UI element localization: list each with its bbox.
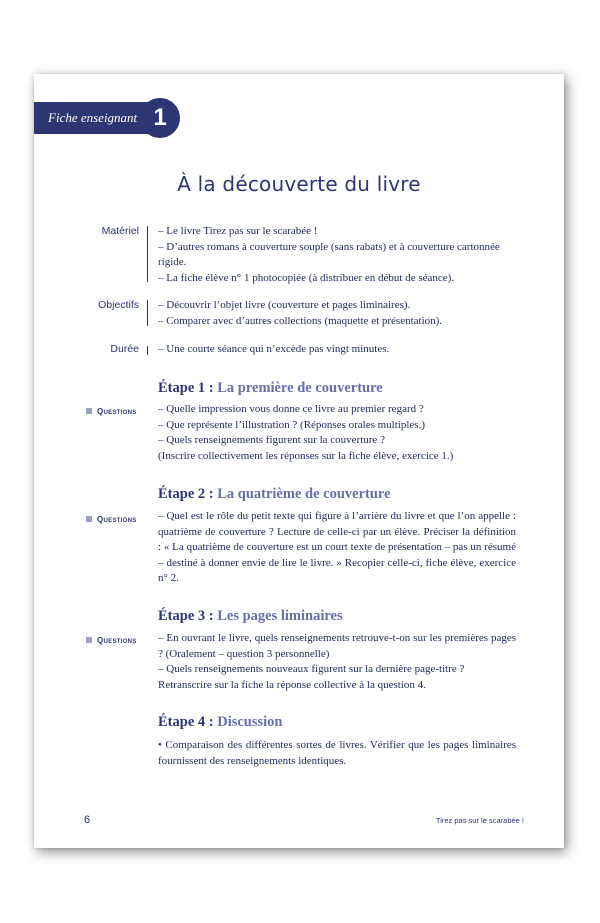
- objectifs-line: – Découvrir l’objet livre (couverture et pages liminaires).: [158, 299, 411, 311]
- step-1-text: [158, 402, 516, 464]
- step-3-text: [158, 631, 516, 693]
- bullet-square-icon: [86, 516, 92, 522]
- step-1-line: – Que représente l’illustration ? (Réponses orales multiples.): [158, 418, 425, 431]
- step-3-line: – En ouvrant le livre, quels renseignements retrouve-t-on sur les premières pages ? (Oralement – question 3 personnelle): [158, 632, 516, 660]
- materiel-line: – D’autres romans à couverture souple (sans rabats) et à couverture cartonnée rigide.: [158, 240, 500, 268]
- objectifs-label: Objectifs: [98, 299, 139, 311]
- tab-label: Fiche enseignant: [48, 110, 138, 125]
- step-1-questions-label: Questions: [86, 407, 137, 416]
- tab-number: 1: [153, 104, 167, 131]
- materiel-line: – Le livre Tirez pas sur le scarabée !: [158, 225, 318, 237]
- step-2-heading: Étape 2 : La quatrième de couverture: [158, 486, 391, 502]
- materiel-divider: [147, 226, 148, 282]
- materiel-line: – La fiche élève n° 1 photocopiée (à distribuer en début de séance).: [158, 271, 455, 284]
- step-2-questions-label: Questions: [86, 515, 137, 524]
- step-3-questions-label: Questions: [86, 636, 137, 645]
- step-2-paragraph: – Quel est le rôle du petit texte qui figure à l’arrière du livre et que l’on appelle : quatrième de couverture ? Lecture de celle-ci par un élève. Préciser la définition : « La quatrième de couverture est un court texte de présentation – pas un résumé – destiné à donner envie de lire le livre. » Recopier celle-ci, fiche élève, exercice n° 2.: [158, 510, 516, 584]
- step-4-text: [158, 738, 516, 769]
- step-3-line: Retranscrire sur la fiche la réponse collective à la question 4.: [158, 678, 426, 691]
- duree-divider: [147, 346, 148, 355]
- bullet-square-icon: [86, 637, 92, 643]
- step-1-heading: Étape 1 : La première de couverture: [158, 380, 383, 396]
- duree-text: [158, 342, 516, 358]
- step-1-line: (Inscrire collectivement les réponses sur la fiche élève, exercice 1.): [158, 449, 454, 462]
- tab-number-badge: [140, 98, 180, 138]
- objectifs-divider: [147, 300, 148, 326]
- page-title: À la découverte du livre: [177, 172, 421, 196]
- step-4-heading: Étape 4 : Discussion: [158, 714, 283, 730]
- book-title-footer: Tirez pas sur le scarabée !: [435, 816, 524, 825]
- step-4-paragraph: • Comparaison des différentes sortes de livres. Vérifier que les pages liminaires fournissent des renseignements identiques.: [158, 739, 516, 767]
- step-2-text: [158, 509, 516, 587]
- duree-line: – Une courte séance qui n’excède pas vingt minutes.: [158, 343, 390, 355]
- step-3-heading: Étape 3 : Les pages liminaires: [158, 608, 343, 624]
- materiel-text: [158, 224, 516, 286]
- step-1-line: – Quelle impression vous donne ce livre au premier regard ?: [158, 403, 424, 415]
- materiel-label: Matériel: [101, 225, 139, 237]
- document-page: [34, 74, 564, 848]
- page-number: 6: [84, 814, 91, 826]
- fiche-enseignant-tab: [34, 102, 152, 134]
- bullet-square-icon: [86, 408, 92, 414]
- duree-label: Durée: [110, 343, 139, 355]
- step-3-line: – Quels renseignements nouveaux figurent sur la dernière page-titre ?: [158, 663, 465, 675]
- objectifs-line: – Comparer avec d’autres collections (maquette et présentation).: [158, 314, 443, 327]
- step-1-line: – Quels renseignements figurent sur la couverture ?: [158, 434, 385, 446]
- objectifs-text: [158, 298, 516, 329]
